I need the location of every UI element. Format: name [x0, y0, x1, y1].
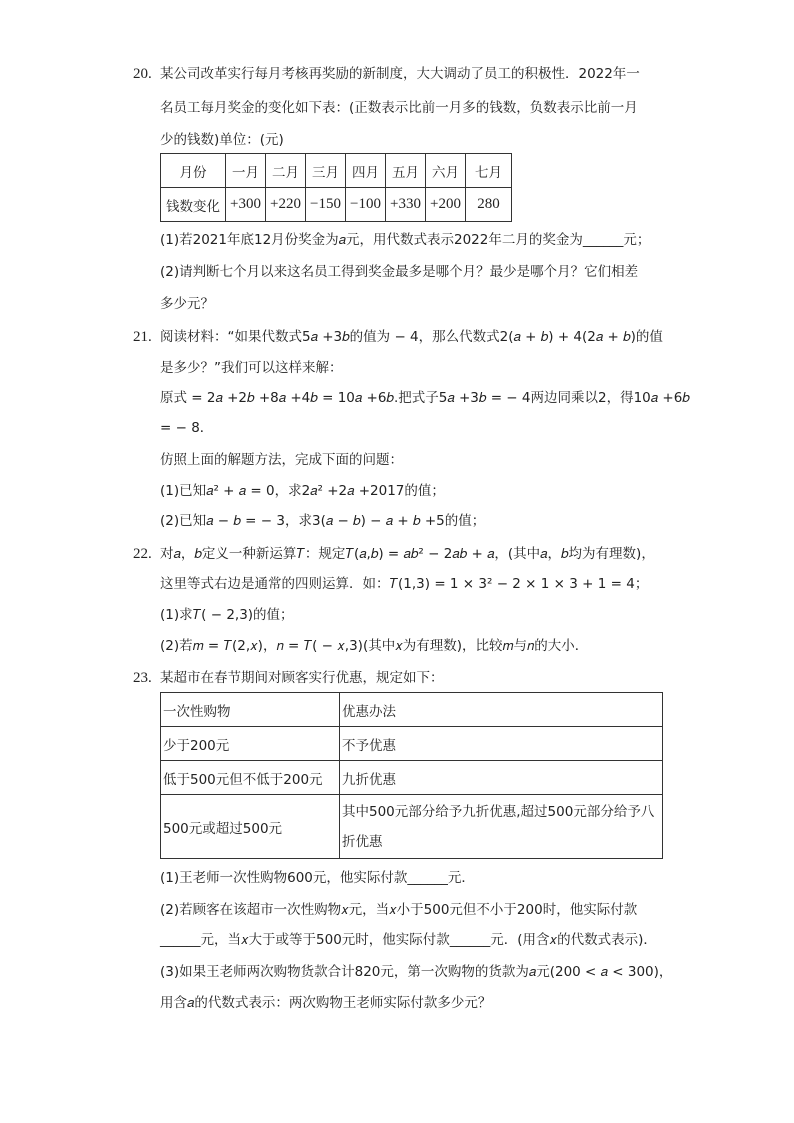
table-cell: 六月: [426, 154, 466, 188]
table-row: [161, 795, 663, 859]
table-row: [161, 727, 663, 761]
table-cell: 500元或超过500元: [161, 795, 340, 859]
discount-table: [160, 692, 663, 859]
question-text: 仿照上面的解题方法，完成下面的问题：: [160, 452, 403, 468]
table-cell: +330: [386, 188, 426, 222]
table-cell: 五月: [386, 154, 426, 188]
question-text: 名员工每月奖金的变化如下表：(正数表示比前一月多的钱数，负数表示比前一月: [160, 100, 638, 116]
question-text: 少的钱数)单位：(元): [160, 132, 284, 148]
question-number: 22.: [133, 546, 152, 562]
table-cell: 280: [466, 188, 512, 222]
question-text: 对𝑎，𝑏定义一种新运算𝑇：规定𝑇(𝑎,𝑏) = 𝑎𝑏² − 2𝑎𝑏 + 𝑎，(其中𝑎，𝑏均为有理数)，: [160, 546, 655, 562]
sub-question-3: (3)如果王老师两次购物货款合计820元，第一次购物的货款为𝑎元(200 < 𝑎 < 300)，: [160, 964, 673, 980]
table-cell: −100: [346, 188, 386, 222]
cell-line: 折优惠: [342, 833, 383, 850]
table-cell: [340, 795, 663, 859]
table-cell: −150: [306, 188, 346, 222]
question-number: 20.: [133, 66, 152, 82]
question-text: 某超市在春节期间对顾客实行优惠，规定如下：: [160, 670, 444, 686]
table-row: [161, 188, 512, 222]
sub-question-1: (1)已知𝑎² + 𝑎 = 0，求2𝑎² +2𝑎 +2017的值；: [160, 483, 445, 499]
sub-question-1: (1)若2021年底12月份奖金为𝑎元，用代数式表示2022年二月的奖金为______元；: [160, 232, 651, 248]
sub-question-3-cont: 用含𝑎的代数式表示：两次购物王老师实际付款多少元？: [160, 995, 492, 1011]
table-cell: +300: [226, 188, 266, 222]
table-cell: 七月: [466, 154, 512, 188]
sub-question-2-cont: 多少元？: [160, 296, 214, 312]
sub-question-1: (1)求𝑇( − 2,3)的值；: [160, 607, 294, 623]
table-row: [161, 761, 663, 795]
table-cell: +220: [266, 188, 306, 222]
table-cell: 钱数变化: [161, 188, 226, 222]
question-text: 阅读材料：“如果代数式5𝑎 +3𝑏的值为 − 4，那么代数式2(𝑎 + 𝑏) + 4(2𝑎 + 𝑏)的值: [160, 329, 663, 345]
question-text: 某公司改革实行每月考核再奖励的新制度，大大调动了员工的积极性．2022年一: [160, 66, 640, 82]
sub-question-2: (2)请判断七个月以来这名员工得到奖金最多是哪个月？最少是哪个月？它们相差: [160, 264, 639, 280]
question-text: 这里等式右边是通常的四则运算．如：𝑇(1,3) = 1 × 3² − 2 × 1 × 3 + 1 = 4；: [160, 576, 649, 592]
question-text: 是多少？”我们可以这样来解：: [160, 360, 343, 376]
question-text: = − 8．: [160, 420, 214, 436]
sub-question-1: (1)王老师一次性购物600元，他实际付款______元．: [160, 870, 475, 886]
table-row: [161, 154, 512, 188]
table-cell: 低于500元但不低于200元: [161, 761, 340, 795]
question-text: 原式 = 2𝑎 +2𝑏 +8𝑎 +4𝑏 = 10𝑎 +6𝑏.把式子5𝑎 +3𝑏 = − 4两边同乘以2，得10𝑎 +6𝑏: [160, 390, 690, 406]
table-cell: 九折优惠: [340, 761, 663, 795]
table-cell: 少于200元: [161, 727, 340, 761]
bonus-change-table: [160, 153, 512, 222]
sub-question-2: (2)已知𝑎 − 𝑏 = − 3，求3(𝑎 − 𝑏) − 𝑎 + 𝑏 +5的值；: [160, 513, 486, 529]
table-cell: 月份: [161, 154, 226, 188]
sub-question-2: (2)若𝑚 = 𝑇(2,𝑥)，𝑛 = 𝑇( − 𝑥,3)(其中𝑥为有理数)，比较𝑚与𝑛的大小．: [160, 638, 589, 654]
table-cell: 一月: [226, 154, 266, 188]
table-cell: 一次性购物: [161, 693, 340, 727]
table-cell: 三月: [306, 154, 346, 188]
table-cell: 二月: [266, 154, 306, 188]
question-number: 23.: [133, 670, 152, 686]
sub-question-2-cont: ______元，当𝑥大于或等于500元时，他实际付款______元．(用含𝑥的代数式表示)．: [160, 932, 657, 948]
table-cell: 优惠办法: [340, 693, 663, 727]
table-cell: 不予优惠: [340, 727, 663, 761]
table-cell: +200: [426, 188, 466, 222]
question-number: 21.: [133, 329, 152, 345]
table-row: [161, 693, 663, 727]
sub-question-2: (2)若顾客在该超市一次性购物𝑥元，当𝑥小于500元但不小于200时，他实际付款: [160, 902, 638, 918]
cell-line: 其中500元部分给予九折优惠,超过500元部分给予八: [342, 803, 655, 820]
table-cell: 四月: [346, 154, 386, 188]
